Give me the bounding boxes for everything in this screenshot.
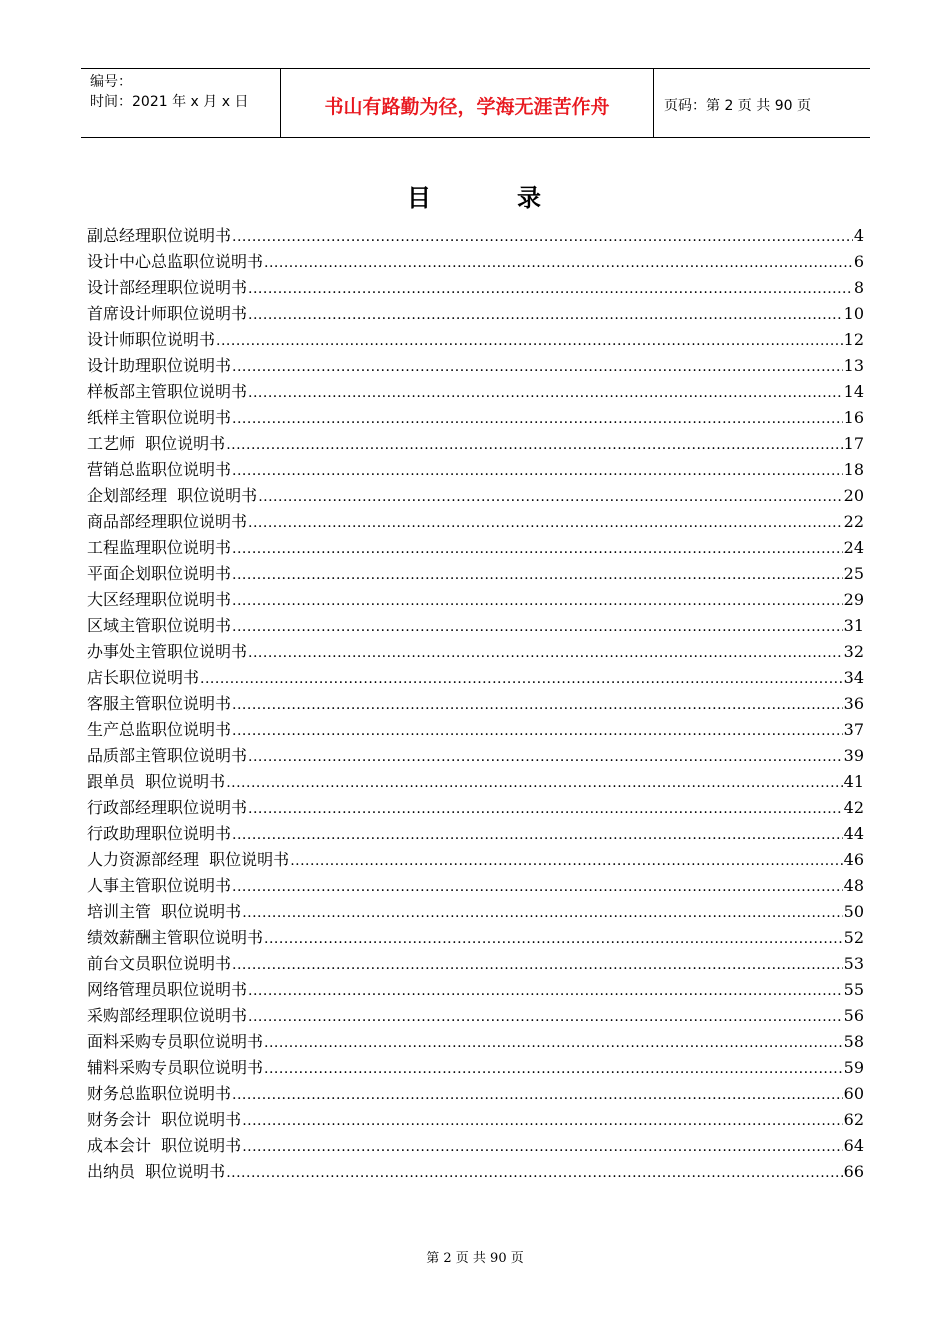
toc-entry-title[interactable]: 设计助理职位说明书 — [87, 356, 232, 375]
toc-entry-page[interactable]: 36 — [843, 694, 864, 713]
toc-entry-title[interactable]: 辅料采购专员职位说明书 — [87, 1058, 264, 1077]
toc-entry-page[interactable]: 44 — [843, 824, 864, 843]
toc-entry-title[interactable]: 营销总监职位说明书 — [87, 460, 232, 479]
toc-list — [87, 223, 864, 1185]
toc-entry-title[interactable]: 商品部经理职位说明书 — [87, 512, 248, 531]
toc-entry-page[interactable]: 8 — [853, 278, 864, 297]
toc-entry[interactable] — [87, 353, 864, 379]
toc-entry-page[interactable]: 4 — [853, 226, 864, 245]
toc-entry-title[interactable]: 跟单员 职位说明书 — [87, 772, 226, 791]
toc-entry[interactable] — [87, 1159, 864, 1185]
toc-dot-leader — [264, 1030, 843, 1056]
toc-entry-page[interactable]: 46 — [843, 850, 864, 869]
toc-entry-title[interactable]: 企划部经理 职位说明书 — [87, 486, 258, 505]
toc-entry-page[interactable]: 10 — [843, 304, 864, 323]
toc-entry-page[interactable]: 56 — [843, 1006, 864, 1025]
toc-entry-title[interactable]: 首席设计师职位说明书 — [87, 304, 248, 323]
toc-entry[interactable] — [87, 1055, 864, 1081]
toc-dot-leader — [232, 354, 843, 380]
toc-dot-leader — [242, 900, 842, 926]
toc-dot-leader — [248, 978, 843, 1004]
toc-dot-leader — [242, 1134, 842, 1160]
toc-entry-page[interactable]: 39 — [843, 746, 864, 765]
toc-dot-leader — [232, 952, 843, 978]
toc-title-char-2: 录 — [517, 184, 543, 212]
toc-dot-leader — [226, 770, 842, 796]
toc-entry-title[interactable]: 培训主管 职位说明书 — [87, 902, 242, 921]
page-footer: 第 2 页 共 90 页 — [426, 1251, 524, 1266]
toc-entry[interactable] — [87, 1003, 864, 1029]
toc-entry-page[interactable]: 16 — [843, 408, 864, 427]
toc-entry-title[interactable]: 网络管理员职位说明书 — [87, 980, 248, 999]
toc-dot-leader — [232, 822, 843, 848]
toc-dot-leader — [264, 250, 853, 276]
toc-entry-page[interactable]: 66 — [843, 1162, 864, 1181]
toc-entry[interactable] — [87, 535, 864, 561]
toc-dot-leader — [290, 848, 842, 874]
toc-entry[interactable] — [87, 431, 864, 457]
toc-entry[interactable] — [87, 327, 864, 353]
toc-entry-page[interactable]: 52 — [843, 928, 864, 947]
toc-dot-leader — [248, 276, 853, 302]
toc-entry[interactable] — [87, 301, 864, 327]
toc-dot-leader — [248, 302, 843, 328]
header-date-label: 时间：2021 年 x 月 x 日 — [90, 94, 249, 110]
toc-dot-leader — [232, 588, 843, 614]
toc-dot-leader — [248, 796, 843, 822]
toc-entry-title[interactable]: 设计中心总监职位说明书 — [87, 252, 264, 271]
toc-entry-title[interactable]: 副总经理职位说明书 — [87, 226, 232, 245]
toc-entry[interactable] — [87, 691, 864, 717]
toc-dot-leader — [264, 926, 843, 952]
toc-entry[interactable] — [87, 795, 864, 821]
toc-entry[interactable] — [87, 977, 864, 1003]
toc-entry-title[interactable]: 采购部经理职位说明书 — [87, 1006, 248, 1025]
toc-entry[interactable] — [87, 249, 864, 275]
toc-entry-page[interactable]: 13 — [843, 356, 864, 375]
toc-entry[interactable] — [87, 275, 864, 301]
toc-dot-leader — [248, 1004, 843, 1030]
toc-dot-leader — [232, 562, 843, 588]
header-number-label: 编号： — [90, 74, 132, 90]
toc-entry-title[interactable]: 人事主管职位说明书 — [87, 876, 232, 895]
toc-entry-page[interactable]: 20 — [843, 486, 864, 505]
toc-entry[interactable] — [87, 743, 864, 769]
toc-entry-page[interactable]: 59 — [843, 1058, 864, 1077]
toc-entry-title[interactable]: 前台文员职位说明书 — [87, 954, 232, 973]
toc-dot-leader — [232, 406, 843, 432]
header-slogan: 书山有路勤为径，学海无涯苦作舟 — [281, 69, 654, 137]
toc-entry-title[interactable]: 办事处主管职位说明书 — [87, 642, 248, 661]
toc-entry-title[interactable]: 绩效薪酬主管职位说明书 — [87, 928, 264, 947]
toc-entry-title[interactable]: 出纳员 职位说明书 — [87, 1162, 226, 1181]
toc-entry-page[interactable]: 41 — [843, 772, 864, 791]
toc-entry-title[interactable]: 品质部主管职位说明书 — [87, 746, 248, 765]
toc-entry[interactable] — [87, 587, 864, 613]
toc-entry-page[interactable]: 64 — [843, 1136, 864, 1155]
toc-entry-title[interactable]: 行政部经理职位说明书 — [87, 798, 248, 817]
toc-entry-page[interactable]: 25 — [843, 564, 864, 583]
toc-entry-title[interactable]: 纸样主管职位说明书 — [87, 408, 232, 427]
toc-entry-page[interactable]: 17 — [843, 434, 864, 453]
toc-entry[interactable] — [87, 665, 864, 691]
toc-entry-page[interactable]: 42 — [843, 798, 864, 817]
toc-entry[interactable] — [87, 639, 864, 665]
toc-entry[interactable] — [87, 379, 864, 405]
toc-dot-leader — [248, 380, 843, 406]
toc-dot-leader — [264, 1056, 843, 1082]
toc-dot-leader — [232, 1082, 843, 1108]
toc-entry[interactable] — [87, 769, 864, 795]
toc-entry[interactable] — [87, 457, 864, 483]
toc-entry[interactable] — [87, 1029, 864, 1055]
toc-entry-title[interactable]: 财务总监职位说明书 — [87, 1084, 232, 1103]
toc-entry[interactable] — [87, 1107, 864, 1133]
toc-entry[interactable] — [87, 613, 864, 639]
toc-entry-title[interactable]: 工程监理职位说明书 — [87, 538, 232, 557]
toc-entry-page[interactable]: 55 — [843, 980, 864, 999]
toc-entry[interactable] — [87, 509, 864, 535]
toc-entry-title[interactable]: 人力资源部经理 职位说明书 — [87, 850, 290, 869]
toc-dot-leader — [248, 640, 843, 666]
toc-entry-page[interactable]: 22 — [843, 512, 864, 531]
toc-dot-leader — [232, 692, 843, 718]
toc-entry-title[interactable]: 成本会计 职位说明书 — [87, 1136, 242, 1155]
toc-entry-page[interactable]: 14 — [843, 382, 864, 401]
toc-dot-leader — [232, 614, 843, 640]
toc-entry-title[interactable]: 大区经理职位说明书 — [87, 590, 232, 609]
toc-entry-title[interactable]: 设计部经理职位说明书 — [87, 278, 248, 297]
toc-dot-leader — [258, 484, 842, 510]
toc-dot-leader — [248, 510, 843, 536]
toc-entry[interactable] — [87, 1081, 864, 1107]
toc-entry-title[interactable]: 行政助理职位说明书 — [87, 824, 232, 843]
toc-entry-title[interactable]: 财务会计 职位说明书 — [87, 1110, 242, 1129]
document-header — [81, 68, 870, 138]
toc-entry-page[interactable]: 6 — [853, 252, 864, 271]
toc-entry-page[interactable]: 31 — [843, 616, 864, 635]
toc-entry-page[interactable]: 60 — [843, 1084, 864, 1103]
toc-entry-page[interactable]: 12 — [843, 330, 864, 349]
toc-entry-page[interactable]: 29 — [843, 590, 864, 609]
toc-entry-title[interactable]: 设计师职位说明书 — [87, 330, 216, 349]
toc-entry-page[interactable]: 58 — [843, 1032, 864, 1051]
toc-entry-page[interactable]: 53 — [843, 954, 864, 973]
toc-entry[interactable] — [87, 405, 864, 431]
toc-entry[interactable] — [87, 951, 864, 977]
toc-entry[interactable] — [87, 821, 864, 847]
toc-dot-leader — [232, 458, 843, 484]
toc-entry-page[interactable]: 18 — [843, 460, 864, 479]
toc-entry-page[interactable]: 62 — [843, 1110, 864, 1129]
toc-entry-title[interactable]: 客服主管职位说明书 — [87, 694, 232, 713]
toc-entry-title[interactable]: 样板部主管职位说明书 — [87, 382, 248, 401]
toc-entry[interactable] — [87, 873, 864, 899]
toc-dot-leader — [216, 328, 843, 354]
header-page-label: 页码：第 2 页 共 90 页 — [664, 98, 811, 114]
toc-dot-leader — [226, 1160, 842, 1186]
toc-entry-title[interactable]: 平面企划职位说明书 — [87, 564, 232, 583]
toc-dot-leader — [232, 718, 843, 744]
toc-entry-page[interactable]: 37 — [843, 720, 864, 739]
toc-dot-leader — [232, 874, 843, 900]
toc-entry-title[interactable]: 工艺师 职位说明书 — [87, 434, 226, 453]
toc-entry[interactable] — [87, 561, 864, 587]
toc-title-char-1: 目 — [407, 184, 433, 212]
toc-dot-leader — [200, 666, 843, 692]
toc-dot-leader — [232, 224, 853, 250]
toc-entry-title[interactable]: 区域主管职位说明书 — [87, 616, 232, 635]
toc-entry[interactable] — [87, 483, 864, 509]
toc-entry[interactable] — [87, 847, 864, 873]
toc-entry-page[interactable]: 24 — [843, 538, 864, 557]
toc-entry[interactable] — [87, 1133, 864, 1159]
header-meta — [81, 69, 281, 137]
toc-entry[interactable] — [87, 899, 864, 925]
toc-entry-page[interactable]: 32 — [843, 642, 864, 661]
toc-entry-title[interactable]: 生产总监职位说明书 — [87, 720, 232, 739]
toc-dot-leader — [242, 1108, 842, 1134]
toc-dot-leader — [226, 432, 842, 458]
toc-entry-page[interactable]: 48 — [843, 876, 864, 895]
toc-entry-title[interactable]: 面料采购专员职位说明书 — [87, 1032, 264, 1051]
toc-entry-page[interactable]: 34 — [843, 668, 864, 687]
toc-entry[interactable] — [87, 925, 864, 951]
toc-entry[interactable] — [87, 223, 864, 249]
toc-dot-leader — [248, 744, 843, 770]
toc-title — [0, 178, 950, 213]
toc-entry-title[interactable]: 店长职位说明书 — [87, 668, 200, 687]
toc-entry-page[interactable]: 50 — [843, 902, 864, 921]
toc-entry[interactable] — [87, 717, 864, 743]
toc-dot-leader — [232, 536, 843, 562]
